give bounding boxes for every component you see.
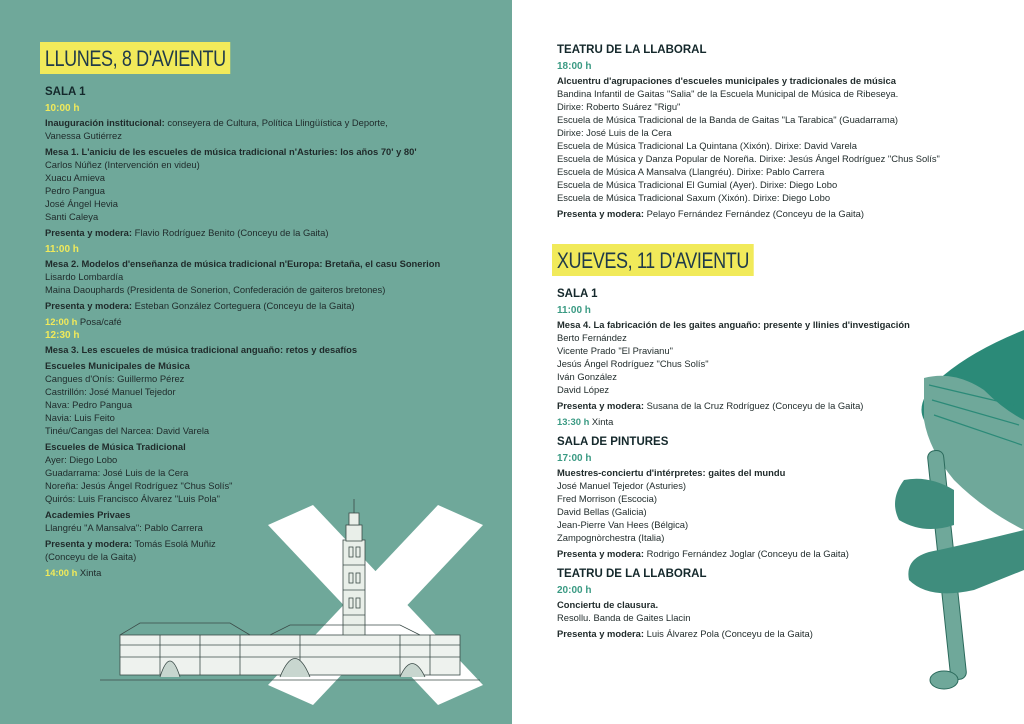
event-line: Dirixe: José Luis de la Cera <box>557 127 672 138</box>
time-label: 20:00 h <box>557 585 592 596</box>
time-label: 14:00 h <box>45 567 78 578</box>
group-item: Castrillón: José Manuel Tejedor <box>45 386 176 397</box>
time-label: 12:30 h <box>45 330 80 341</box>
speaker: José Ángel Hevia <box>45 198 118 209</box>
time-label: 10:00 h <box>45 103 80 114</box>
moderator-name: Tomás Esolá Muñiz <box>132 538 216 549</box>
moderator-org: (Conceyu de la Gaita) <box>45 551 137 562</box>
time-label: 11:00 h <box>45 244 79 255</box>
moderator-label: Presenta y modera: <box>45 227 133 238</box>
right-schedule-bottom <box>557 286 937 640</box>
moderator-label: Presenta y modera: <box>45 300 133 311</box>
inauguration-label: Inauguración institucional: <box>45 117 165 128</box>
session-title: Mesa 4. La fabricación de les gaites anguaño: presente y llinies d'investigación <box>557 319 910 330</box>
session-title: Muestres-conciertu d'intérpretes: gaites del mundu <box>557 467 786 478</box>
group-title: Escueles de Música Tradicional <box>45 441 186 452</box>
session-title: Mesa 3. Les escueles de música tradicional anguaño: retos y desafíos <box>45 344 358 355</box>
group-item: Llangréu "A Mansalva": Pablo Carrera <box>45 522 203 533</box>
performer: José Manuel Tejedor (Asturies) <box>557 480 687 491</box>
moderator-name: Luis Álvarez Pola (Conceyu de la Gaita) <box>644 628 813 639</box>
session-title: Mesa 1. L'aniciu de les escueles de música tradicional n'Asturies: los años 70' y 80' <box>45 146 417 157</box>
group-item: Nava: Pedro Pangua <box>45 399 133 410</box>
group-item: Cangues d'Onís: Guillermo Pérez <box>45 373 185 384</box>
event-line: Escuela de Música Tradicional La Quintana (Xixón). Dirixe: David Varela <box>557 140 857 151</box>
session-title: Conciertu de clausura. <box>557 599 659 610</box>
venue-title: SALA 1 <box>45 86 86 98</box>
lunch-text: Xinta <box>77 567 102 578</box>
event-line: Escuela de Música A Mansalva (Llangréu). Dirixe: Pablo Carrera <box>557 166 825 177</box>
speaker: Jesús Ángel Rodríguez "Chus Solís" <box>557 358 709 369</box>
event-line: Dirixe: Roberto Suárez "Rigu" <box>557 101 681 112</box>
time-label: 18:00 h <box>557 61 592 72</box>
moderator-name: Pelayo Fernández Fernández (Conceyu de la Gaita) <box>644 208 864 219</box>
inauguration-text: conseyera de Cultura, Política Llingüística y Deporte, <box>164 117 388 128</box>
moderator-label: Presenta y modera: <box>45 538 133 549</box>
group-item: Guadarrama: José Luis de la Cera <box>45 467 189 478</box>
session-title: Alcuentru d'agrupaciones d'escueles municipales y tradicionales de música <box>557 75 896 86</box>
moderator-label: Presenta y modera: <box>557 208 645 219</box>
moderator-name: Susana de la Cruz Rodríguez (Conceyu de la Gaita) <box>644 400 864 411</box>
moderator-label: Presenta y modera: <box>557 400 645 411</box>
group-item: Noreña: Jesús Ángel Rodríguez "Chus Solís" <box>45 480 233 491</box>
speaker: Santi Caleya <box>45 211 99 222</box>
group-title: Escueles Municipales de Música <box>45 360 190 371</box>
moderator-name: Flavio Rodríguez Benito (Conceyu de la Gaita) <box>132 227 329 238</box>
left-schedule <box>45 84 485 579</box>
event-line: Escuela de Música Tradicional El Gumial (Ayer). Dirixe: Diego Lobo <box>557 179 838 190</box>
event-line: Escuela de Música Tradicional Saxum (Xixón). Dirixe: Diego Lobo <box>557 192 831 203</box>
performer: Jean-Pierre Van Hees (Bélgica) <box>557 519 689 530</box>
group-item: Ayer: Diego Lobo <box>45 454 118 465</box>
moderator-name: Rodrigo Fernández Joglar (Conceyu de la Gaita) <box>644 548 849 559</box>
session-title: Mesa 2. Modelos d'enseñanza de música tradicional n'Europa: Bretaña, el casu Sonerion <box>45 258 441 269</box>
venue-title: TEATRU DE LA LLABORAL <box>557 568 707 580</box>
speaker: Xuacu Amieva <box>45 172 105 183</box>
group-title: Academies Privaes <box>45 509 131 520</box>
event-line: Escuela de Música y Danza Popular de Noreña. Dirixe: Jesús Ángel Rodríguez "Chus Solís" <box>557 153 940 164</box>
performer: David Bellas (Galicia) <box>557 506 647 517</box>
event-line: Escuela de Música Tradicional de la Banda de Gaitas "La Tarabica" (Guadarrama) <box>557 114 899 125</box>
time-label: 17:00 h <box>557 453 592 464</box>
speaker: David López <box>557 384 610 395</box>
group-item: Quirós: Luis Francisco Álvarez "Luis Pola" <box>45 493 220 504</box>
performer: Zampognòrchestra (Italia) <box>557 532 665 543</box>
moderator-label: Presenta y modera: <box>557 548 645 559</box>
time-label: 11:00 h <box>557 305 591 316</box>
break-text: Posa/café <box>77 316 122 327</box>
time-label: 12:00 h <box>45 316 78 327</box>
group-item: Navia: Luis Feito <box>45 412 115 423</box>
time-label: 13:30 h <box>557 416 590 427</box>
venue-title: SALA 1 <box>557 288 598 300</box>
speaker: Pedro Pangua <box>45 185 105 196</box>
speaker: Iván González <box>557 371 617 382</box>
right-schedule-top <box>557 42 987 220</box>
lunch-text: Xinta <box>589 416 614 427</box>
group-item: Tinéu/Cangas del Narcea: David Varela <box>45 425 210 436</box>
event-line: Bandina Infantil de Gaitas "Salia" de la Escuela Municipal de Música de Ribeseya. <box>557 88 899 99</box>
venue-title: SALA DE PINTURES <box>557 436 669 448</box>
speaker: Lisardo Lombardía <box>45 271 124 282</box>
day-heading: LLUNES, 8 D'AVIENTU <box>40 42 231 74</box>
performer: Fred Morrison (Escocia) <box>557 493 658 504</box>
venue-title: TEATRU DE LA LLABORAL <box>557 44 707 56</box>
moderator-label: Presenta y modera: <box>557 628 645 639</box>
right-page <box>512 0 1024 724</box>
speaker: Berto Fernández <box>557 332 627 343</box>
speaker: Carlos Núñez (Intervención en videu) <box>45 159 200 170</box>
day-heading: XUEVES, 11 D'AVIENTU <box>552 244 754 276</box>
speaker: Vicente Prado "El Pravianu" <box>557 345 673 356</box>
inauguration-line2: Vanessa Gutiérrez <box>45 130 122 141</box>
speaker: Maina Daouphards (Presidenta de Sonerion, Confederación de gaiteros bretones) <box>45 284 386 295</box>
moderator-name: Esteban González Corteguera (Conceyu de la Gaita) <box>132 300 355 311</box>
event-line: Resollu. Banda de Gaites Llacin <box>557 612 691 623</box>
